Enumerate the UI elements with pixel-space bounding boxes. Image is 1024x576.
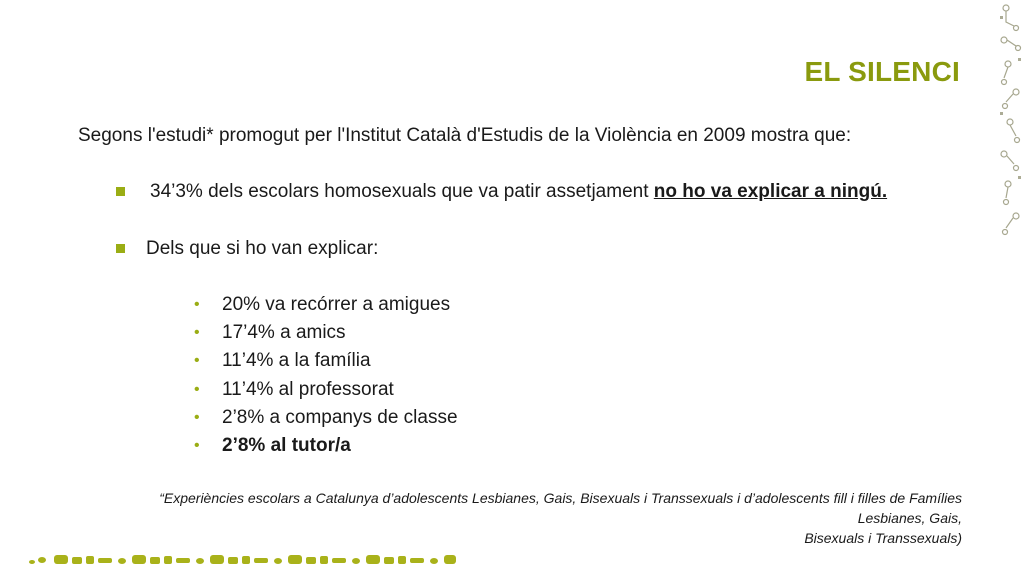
decorative-network-strip-right bbox=[998, 0, 1024, 240]
round-bullet-icon: • bbox=[194, 408, 200, 426]
round-bullet-icon: • bbox=[194, 352, 200, 370]
round-bullet-icon: • bbox=[194, 380, 200, 398]
list-item: • 11’4% a la família bbox=[192, 347, 458, 375]
citation-line-3: Bisexuals i Transsexuals) bbox=[804, 530, 962, 546]
list-item: • 2’8% al tutor/a bbox=[192, 432, 458, 460]
list-item: • 2’8% a companys de classe bbox=[192, 404, 458, 432]
point1-emphasis: no ho va explicar a ningú. bbox=[653, 181, 888, 202]
square-bullet-icon bbox=[116, 187, 125, 196]
round-bullet-icon: • bbox=[194, 437, 200, 455]
decorative-footprints-bottom bbox=[28, 552, 468, 568]
round-bullet-icon: • bbox=[194, 296, 200, 313]
point1-text: 34’3% dels escolars homosexuals que va patir assetjament bbox=[150, 181, 654, 202]
intro-paragraph: Segons l'estudi* promogut per l'Institut Català d'Estudis de la Violència en 2009 mostra que: bbox=[78, 125, 852, 146]
list-item: • 20% va recórrer a amigues bbox=[192, 291, 458, 319]
round-bullet-icon: • bbox=[194, 324, 200, 342]
square-bullet-icon bbox=[116, 244, 125, 253]
slide-title: EL SILENCI bbox=[804, 56, 960, 87]
confidant-list bbox=[192, 291, 458, 460]
citation bbox=[62, 488, 962, 548]
list-item: • 11’4% al professorat bbox=[192, 376, 458, 404]
citation-line-1: “Experiències escolars a Catalunya d’adolescents Lesbianes, Gais, Bisexuals i Transsexuals i d’adolescents fill i filles de Famílies bbox=[159, 490, 962, 506]
point2-text: Dels que si ho van explicar: bbox=[146, 238, 379, 259]
citation-line-2: Lesbianes, Gais, bbox=[857, 510, 962, 526]
list-item: • 17’4% a amics bbox=[192, 319, 458, 347]
